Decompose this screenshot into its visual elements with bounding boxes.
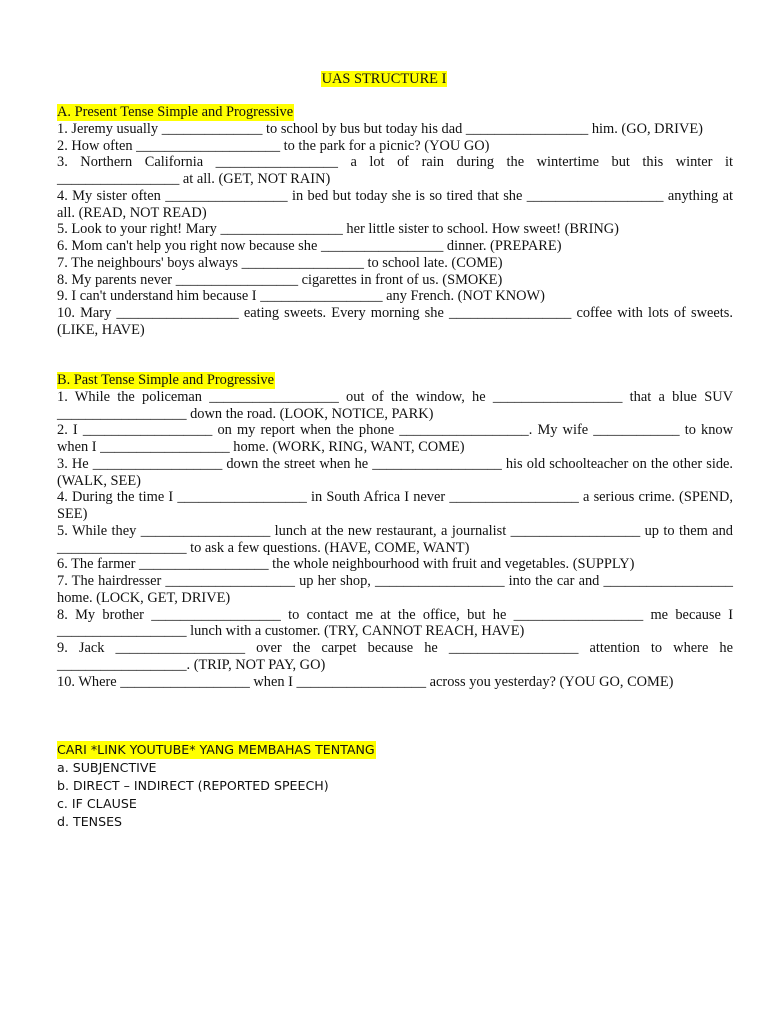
section-heading: B. Past Tense Simple and Progressive [57,372,274,388]
section-youtube-task [57,741,733,831]
exercise-item: 3. He __________________ down the street when he __________________ his old schoolteacher on the other side. (WALK, SEE) [57,455,733,489]
exercise-item: 8. My parents never _________________ cigarettes in front of us. (SMOKE) [57,271,503,288]
exercise-item: 10. Mary _________________ eating sweets. Every morning she _________________ coffee with lots of sweets. (LIKE, HAVE) [57,305,733,338]
exercise-item: 9. Jack __________________ over the carpet because he __________________ attention to where he __________________. (TRIP, NOT PAY, GO) [57,640,733,673]
section-heading: CARI *LINK YOUTUBE* YANG MEMBAHAS TENTANG [57,742,375,757]
exercise-item: 1. While the policeman __________________ out of the window, he __________________ that a blue SUV __________________ down the road. (LOOK, NOTICE, PARK) [57,388,733,422]
exercise-item: 3. Northern California _________________ a lot of rain during the wintertime but this winter it _________________ at all. (GET, NOT RAIN) [57,154,733,187]
exercise-item: 5. Look to your right! Mary _________________ her little sister to school. How sweet! (BRING) [57,221,619,238]
exercise-item: 2. I __________________ on my report when the phone __________________. My wife ____________ to know when I __________________ home. (WORK, RING, WANT, COME) [57,422,733,455]
section-present-tense [57,104,733,339]
page-title: UAS STRUCTURE I [321,71,447,87]
list-item: d. TENSES [57,814,123,829]
section-past-tense [57,372,733,690]
exercise-item: 6. Mom can't help you right now because she _________________ dinner. (PREPARE) [57,238,562,254]
section-heading: A. Present Tense Simple and Progressive [57,104,294,120]
exercise-item: 6. The farmer __________________ the whole neighbourhood with fruit and vegetables. (SUPPLY) [57,556,635,573]
exercise-item: 10. Where __________________ when I __________________ across you yesterday? (YOU GO, COME) [57,673,674,690]
list-item: b. DIRECT – INDIRECT (REPORTED SPEECH) [57,778,329,793]
list-item: c. IF CLAUSE [57,796,137,811]
exercise-item: 7. The neighbours' boys always _________________ to school late. (COME) [57,254,503,271]
exercise-item: 4. During the time I __________________ in South Africa I never __________________ a serious crime. (SPEND, SEE) [57,489,733,522]
exercise-item: 5. While they __________________ lunch at the new restaurant, a journalist __________________ up to them and __________________ to ask a few questions. (HAVE, COME, WANT) [57,522,733,556]
exercise-item: 2. How often ____________________ to the park for a picnic? (YOU GO) [57,137,490,154]
exercise-item: 8. My brother __________________ to contact me at the office, but he __________________ me because I __________________ lunch with a customer. (TRY, CANNOT REACH, HAVE) [57,606,733,640]
list-item: a. SUBJENCTIVE [57,760,157,775]
exercise-item: 7. The hairdresser __________________ up her shop, __________________ into the car and __________________ home. (LOCK, GET, DRIVE) [57,573,733,606]
exercise-item: 4. My sister often _________________ in bed but today she is so tired that she ___________________ anything at all. (READ, NOT READ) [57,187,733,221]
exercise-item: 9. I can't understand him because I _________________ any French. (NOT KNOW) [57,288,545,305]
exercise-item: 1. Jeremy usually ______________ to school by bus but today his dad _________________ him. (GO, DRIVE) [57,120,703,137]
